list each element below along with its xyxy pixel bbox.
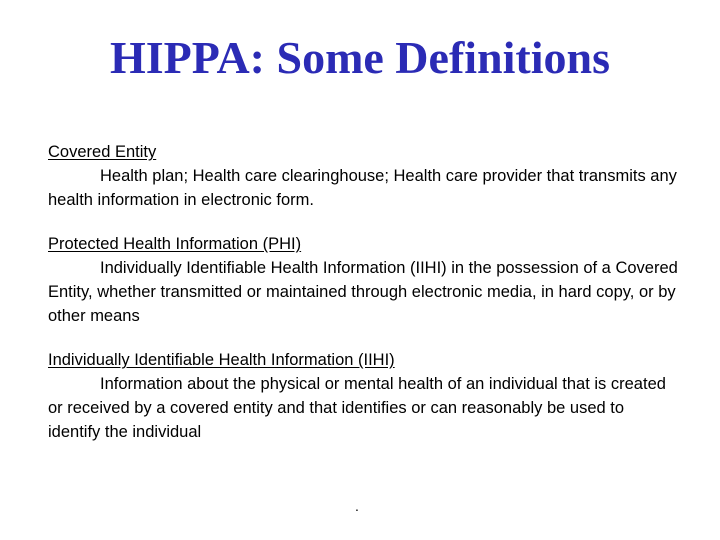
definition-iihi	[48, 348, 678, 444]
footer-mark: .	[355, 498, 359, 514]
definition-covered-entity	[48, 140, 678, 212]
definition-phi	[48, 232, 678, 328]
definition-description: Information about the physical or mental health of an individual that is created or received by a covered entity and that identifies or can reasonably be used to identify the individual	[48, 375, 666, 441]
slide-title: HIPPA: Some Definitions	[109, 32, 610, 83]
definition-description: Health plan; Health care clearinghouse; Health care provider that transmits any health information in electronic form.	[48, 167, 677, 209]
definition-term: Covered Entity	[48, 143, 157, 161]
definition-term: Protected Health Information (PHI)	[48, 235, 302, 253]
definitions-list	[48, 140, 678, 464]
definition-description: Individually Identifiable Health Information (IIHI) in the possession of a Covered Entity, whether transmitted or maintained through electronic media, in hard copy, or by other means	[48, 259, 678, 325]
definition-term: Individually Identifiable Health Information (IIHI)	[48, 351, 395, 369]
